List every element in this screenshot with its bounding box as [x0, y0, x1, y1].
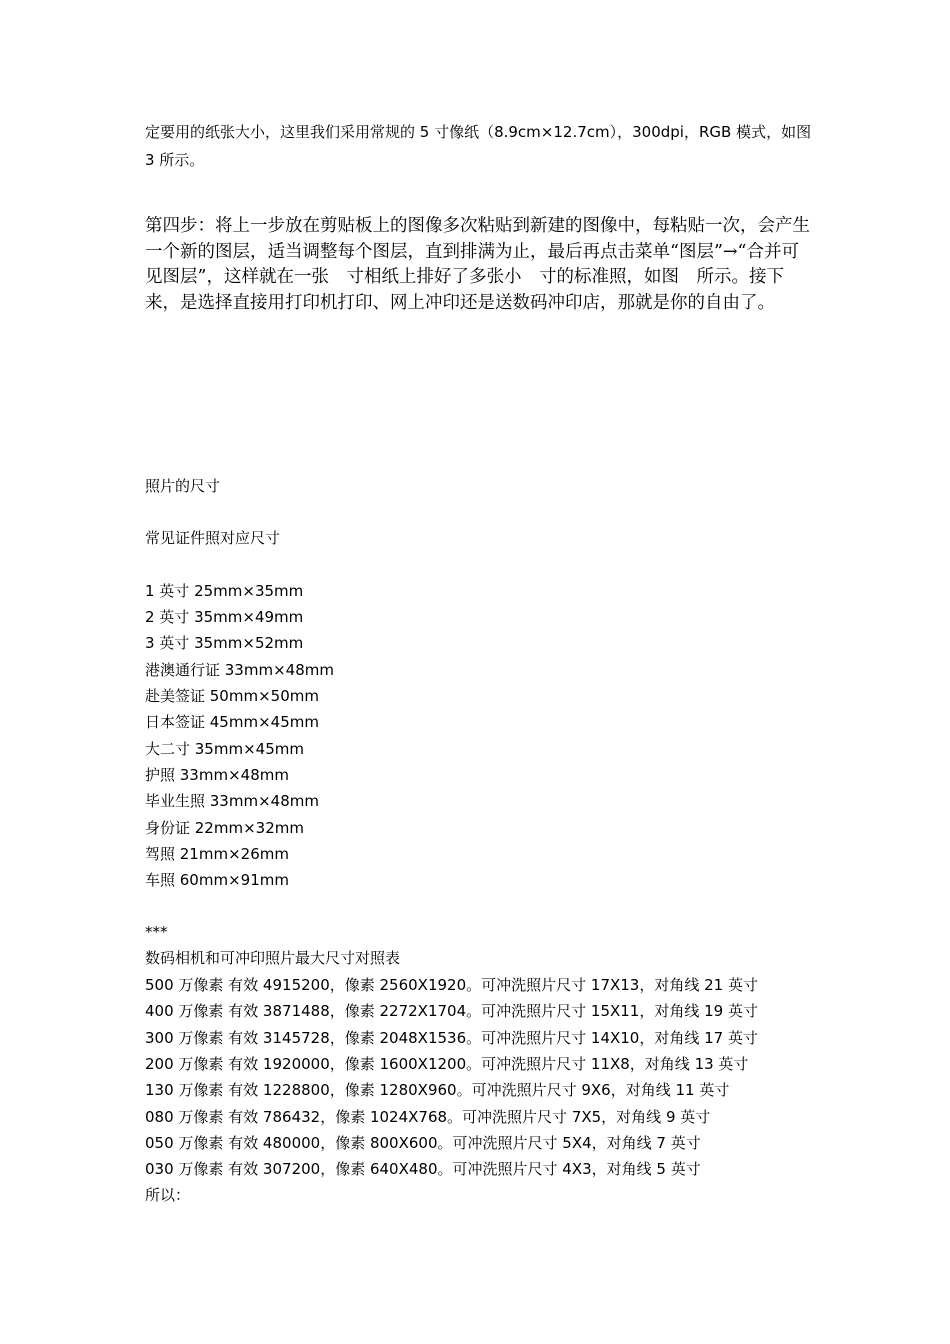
table-title: 数码相机和可冲印照片最大尺寸对照表	[145, 949, 401, 967]
size-item: 护照 33mm×48mm	[145, 766, 289, 784]
size-item: 赴美签证 50mm×50mm	[145, 687, 319, 705]
size-item: 3 英寸 35mm×52mm	[145, 634, 304, 652]
size-item: 港澳通行证 33mm×48mm	[145, 661, 334, 679]
camera-row: 050 万像素 有效 480000，像素 800X600。可冲洗照片尺寸 5X4，对角线 7 英寸	[145, 1134, 701, 1152]
camera-row: 130 万像素 有效 1228800，像素 1280X960。可冲洗照片尺寸 9X6，对角线 11 英寸	[145, 1081, 730, 1099]
separator: ***	[145, 923, 168, 941]
size-item: 2 英寸 35mm×49mm	[145, 608, 304, 626]
camera-row: 400 万像素 有效 3871488，像素 2272X1704。可冲洗照片尺寸 15X11，对角线 19 英寸	[145, 1002, 758, 1020]
step4-paragraph: 第四步：将上一步放在剪贴板上的图像多次粘贴到新建的图像中，每粘贴一次，会产生一个新的图层，适当调整每个图层，直到排满为止，最后再点击菜单“图层”→“合并可见图层”，这样就在一张 寸相纸上排好了多张小 寸的标准照，如图 所示。接下来，是选择直接用打印机打印、网上冲印还是送数码冲印店，那就是你的自由了。	[145, 216, 810, 313]
size-item: 车照 60mm×91mm	[145, 871, 289, 889]
size-item: 大二寸 35mm×45mm	[145, 740, 304, 758]
camera-row: 080 万像素 有效 786432，像素 1024X768。可冲洗照片尺寸 7X5，对角线 9 英寸	[145, 1108, 711, 1126]
camera-row: 030 万像素 有效 307200，像素 640X480。可冲洗照片尺寸 4X3，对角线 5 英寸	[145, 1160, 701, 1178]
size-item: 日本签证 45mm×45mm	[145, 713, 319, 731]
size-item: 身份证 22mm×32mm	[145, 819, 304, 837]
intro-paragraph: 定要用的纸张大小，这里我们采用常规的 5 寸像纸（8.9cm×12.7cm），300dpi，RGB 模式，如图 3 所示。	[145, 123, 812, 169]
size-item: 驾照 21mm×26mm	[145, 845, 289, 863]
camera-row: 200 万像素 有效 1920000，像素 1600X1200。可冲洗照片尺寸 11X8，对角线 13 英寸	[145, 1055, 749, 1073]
closing-text: 所以：	[145, 1186, 191, 1204]
subtitle: 常见证件照对应尺寸	[145, 529, 281, 547]
camera-row: 500 万像素 有效 4915200，像素 2560X1920。可冲洗照片尺寸 17X13，对角线 21 英寸	[145, 976, 758, 994]
size-item: 1 英寸 25mm×35mm	[145, 582, 304, 600]
camera-row: 300 万像素 有效 3145728，像素 2048X1536。可冲洗照片尺寸 14X10，对角线 17 英寸	[145, 1029, 758, 1047]
section-title: 照片的尺寸	[145, 477, 221, 495]
size-item: 毕业生照 33mm×48mm	[145, 792, 319, 810]
